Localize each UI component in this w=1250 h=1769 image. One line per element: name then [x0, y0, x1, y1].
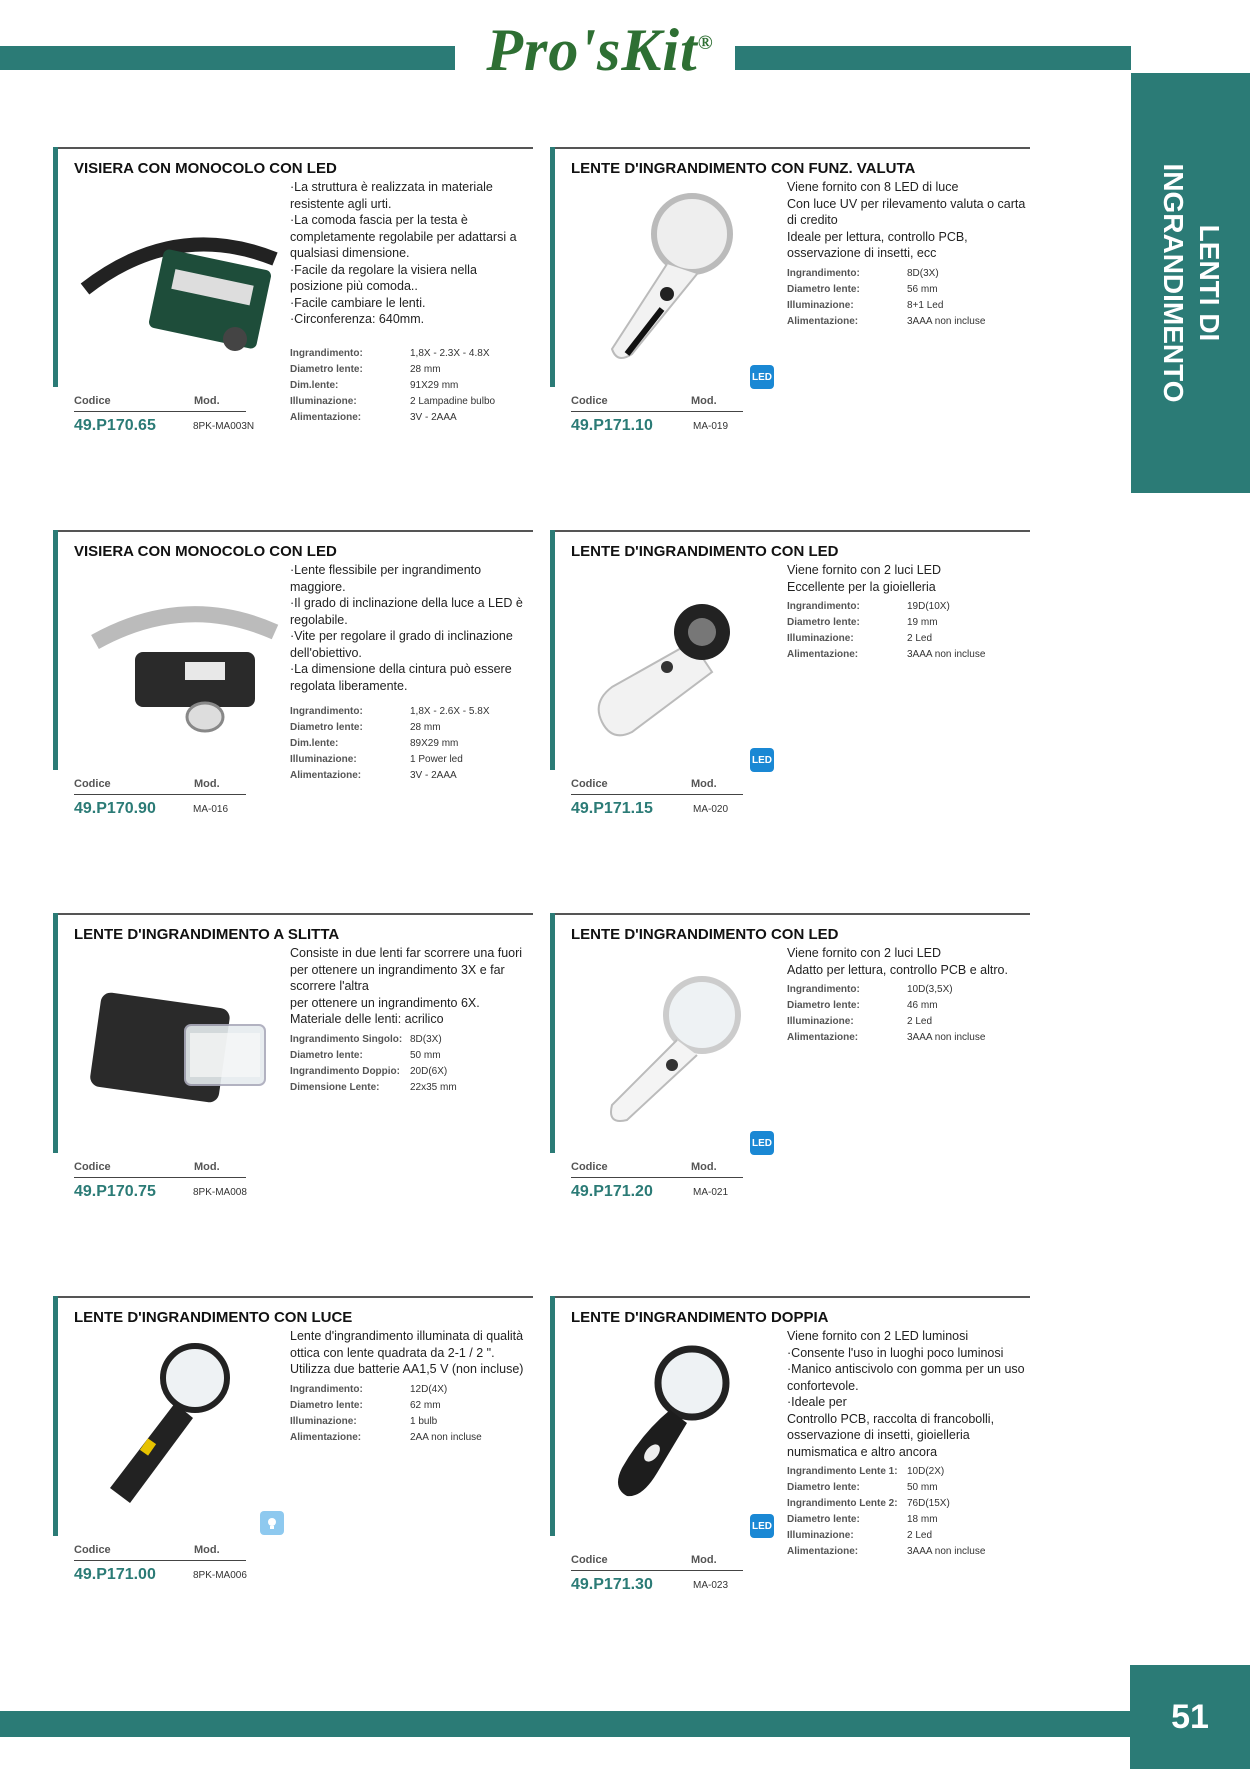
code-header: Codice Mod.	[571, 1161, 743, 1178]
product-title: LENTE D'INGRANDIMENTO A SLITTA	[74, 926, 340, 943]
code-header: Codice Mod.	[74, 1161, 246, 1178]
product-model: 8PK-MA006	[193, 1570, 247, 1581]
led-badge-icon: LED	[750, 365, 774, 389]
product-code: 49.P170.65	[74, 417, 156, 434]
product-card	[550, 530, 1030, 830]
code-header: Codice Mod.	[571, 1554, 743, 1571]
product-image	[572, 955, 782, 1145]
product-description: Viene fornito con 8 LED di luce Con luce UV per rilevamento valuta o carta di credito Ideale per lettura, controllo PCB, osservazione di insetti, ecc Ingrandimento: 8D(3X) Diametro lente: 56 mm Illuminazione: 8+1 Led Alimentazione: 3AAA non incluse	[787, 179, 1027, 330]
product-model: MA-019	[693, 421, 729, 432]
product-description: ·Lente flessibile per ingrandimento maggiore. ·Il grado di inclinazione della luce a LED è regolabile. ·Vite per regolare il grado di inclinazione dell'obiettivo. ·La dimensione della cintura può essere regolata liberamente. Ingrandimento: 1,8X - 2.6X - 5.8X Diametro lente: 28 mm Dim.lente: 89X29 mm Illuminazione: 1 Power led Alimentazione: 3V - 2AAA	[290, 562, 530, 784]
product-image	[75, 1338, 285, 1528]
code-header: Codice Mod.	[74, 1544, 246, 1561]
product-code: 49.P170.75	[74, 1183, 156, 1200]
product-card	[550, 147, 1030, 447]
product-title: VISIERA CON MONOCOLO CON LED	[74, 160, 337, 177]
product-image	[572, 1338, 782, 1528]
product-image	[572, 189, 782, 379]
product-title: VISIERA CON MONOCOLO CON LED	[74, 543, 337, 560]
product-code: 49.P171.10	[571, 417, 653, 434]
spec-list: Ingrandimento: 19D(10X) Diametro lente: 19 mm Illuminazione: 2 Led Alimentazione: 3AAA non incluse	[787, 601, 986, 660]
led-badge-icon: LED	[750, 1514, 774, 1538]
spec-list: Ingrandimento: 8D(3X) Diametro lente: 56 mm Illuminazione: 8+1 Led Alimentazione: 3AAA non incluse	[787, 267, 986, 327]
product-code: 49.P171.15	[571, 800, 653, 817]
spec-list: Ingrandimento: 1,8X - 2.3X - 4.8X Diametro lente: 28 mm Dim.lente: 91X29 mm Illuminazione: 2 Lampadine bulbo Alimentazione: 3V - 2AAA	[290, 347, 496, 423]
spec-list: Ingrandimento Singolo: 8D(3X) Diametro lente: 50 mm Ingrandimento Doppio: 20D(6X) Dimensione Lente: 22x35 mm	[290, 1033, 457, 1093]
brand-logo: Pro'sKit®	[486, 17, 714, 83]
code-header: Codice Mod.	[571, 395, 743, 412]
product-image	[572, 572, 782, 762]
product-model: MA-021	[693, 1187, 729, 1198]
spec-list: Ingrandimento: 1,8X - 2.6X - 5.8X Diametro lente: 28 mm Dim.lente: 89X29 mm Illuminazione: 1 Power led Alimentazione: 3V - 2AAA	[290, 706, 490, 781]
product-image	[75, 955, 285, 1145]
product-code: 49.P170.90	[74, 800, 156, 817]
product-card	[53, 530, 533, 830]
header-bar-left	[0, 46, 455, 70]
product-card	[550, 913, 1030, 1213]
code-header: Codice Mod.	[74, 778, 246, 795]
code-header: Codice Mod.	[74, 395, 246, 412]
footer-bar	[0, 1711, 1250, 1737]
product-description: ·La struttura è realizzata in materiale resistente agli urti. ·La comoda fascia per la testa è completamente regolabile per adattarsi a qualsiasi dimensione. ·Facile da regolare la visiera nella posizione più comoda.. ·Facile cambiare le lenti. ·Circonferenza: 640mm. Ingrandimento: 1,8X - 2.3X - 4.8X Diametro lente: 28 mm Dim.lente: 91X29 mm Illuminazione: 2 Lampadine bulbo Alimentazione: 3V - 2AAA	[290, 179, 530, 426]
product-card	[53, 1296, 533, 1596]
product-description: Consiste in due lenti far scorrere una fuori per ottenere un ingrandimento 3X e far scorrere l'altra per ottenere un ingrandimento 6X. Materiale delle lenti: acrilico Ingrandimento Singolo: 8D(3X) Diametro lente: 50 mm Ingrandimento Doppio: 20D(6X) Dimensione Lente: 22x35 mm	[290, 945, 530, 1096]
section-title: LENTI DI INGRANDIMENTO	[1157, 163, 1225, 403]
product-code: 49.P171.20	[571, 1183, 653, 1200]
product-image	[75, 572, 285, 762]
led-badge-icon: LED	[750, 1131, 774, 1155]
product-image	[75, 189, 285, 379]
spec-list: Ingrandimento: 12D(4X) Diametro lente: 62 mm Illuminazione: 1 bulb Alimentazione: 2AA non incluse	[290, 1383, 482, 1443]
header-bar-right	[735, 46, 1131, 70]
product-description: Viene fornito con 2 LED luminosi ·Consente l'uso in luoghi poco luminosi ·Manico antiscivolo con gomma per un uso confortevole. ·Ideale per Controllo PCB, raccolta di francobolli, osservazione di insetti, gioielleria numismatica e altro ancora Ingrandimento Lente 1: 10D(2X) Diametro lente: 50 mm Ingrandimento Lente 2: 76D(15X) Diametro lente: 18 mm Illuminazione: 2 Led Alimentazione: 3AAA non incluse	[787, 1328, 1027, 1560]
product-title: LENTE D'INGRANDIMENTO DOPPIA	[571, 1309, 829, 1326]
product-model: 8PK-MA003N	[193, 421, 255, 432]
product-description: Viene fornito con 2 luci LED Eccellente per la gioielleria Ingrandimento: 19D(10X) Diametro lente: 19 mm Illuminazione: 2 Led Alimentazione: 3AAA non incluse	[787, 562, 1027, 663]
page-number: 51	[1130, 1665, 1250, 1769]
spec-list: Ingrandimento: 10D(3,5X) Diametro lente: 46 mm Illuminazione: 2 Led Alimentazione: 3AAA non incluse	[787, 984, 986, 1043]
code-header: Codice Mod.	[571, 778, 743, 795]
led-badge-icon: LED	[750, 748, 774, 772]
product-title: LENTE D'INGRANDIMENTO CON LED	[571, 543, 839, 560]
product-code: 49.P171.00	[74, 1566, 156, 1583]
product-model: MA-016	[193, 804, 229, 815]
product-model: MA-020	[693, 804, 729, 815]
product-card	[53, 147, 533, 447]
product-card	[53, 913, 533, 1213]
product-model: 8PK-MA008	[193, 1187, 247, 1198]
product-card	[550, 1296, 1030, 1596]
product-description: Viene fornito con 2 luci LED Adatto per lettura, controllo PCB e altro. Ingrandimento: 10D(3,5X) Diametro lente: 46 mm Illuminazione: 2 Led Alimentazione: 3AAA non incluse	[787, 945, 1027, 1046]
lamp-icon	[260, 1511, 284, 1535]
product-description: Lente d'ingrandimento illuminata di qualità ottica con lente quadrata da 2-1 / 2 ". Utilizza due batterie AA1,5 V (non incluse) Ingrandimento: 12D(4X) Diametro lente: 62 mm Illuminazione: 1 bulb Alimentazione: 2AA non incluse	[290, 1328, 530, 1446]
product-title: LENTE D'INGRANDIMENTO CON LUCE	[74, 1309, 353, 1326]
product-code: 49.P171.30	[571, 1576, 653, 1593]
product-title: LENTE D'INGRANDIMENTO CON FUNZ. VALUTA	[571, 160, 916, 177]
section-side-tab	[1131, 73, 1250, 493]
product-model: MA-023	[693, 1580, 729, 1591]
product-title: LENTE D'INGRANDIMENTO CON LED	[571, 926, 839, 943]
spec-list: Ingrandimento Lente 1: 10D(2X) Diametro lente: 50 mm Ingrandimento Lente 2: 76D(15X) Diametro lente: 18 mm Illuminazione: 2 Led Alimentazione: 3AAA non incluse	[787, 1466, 986, 1557]
